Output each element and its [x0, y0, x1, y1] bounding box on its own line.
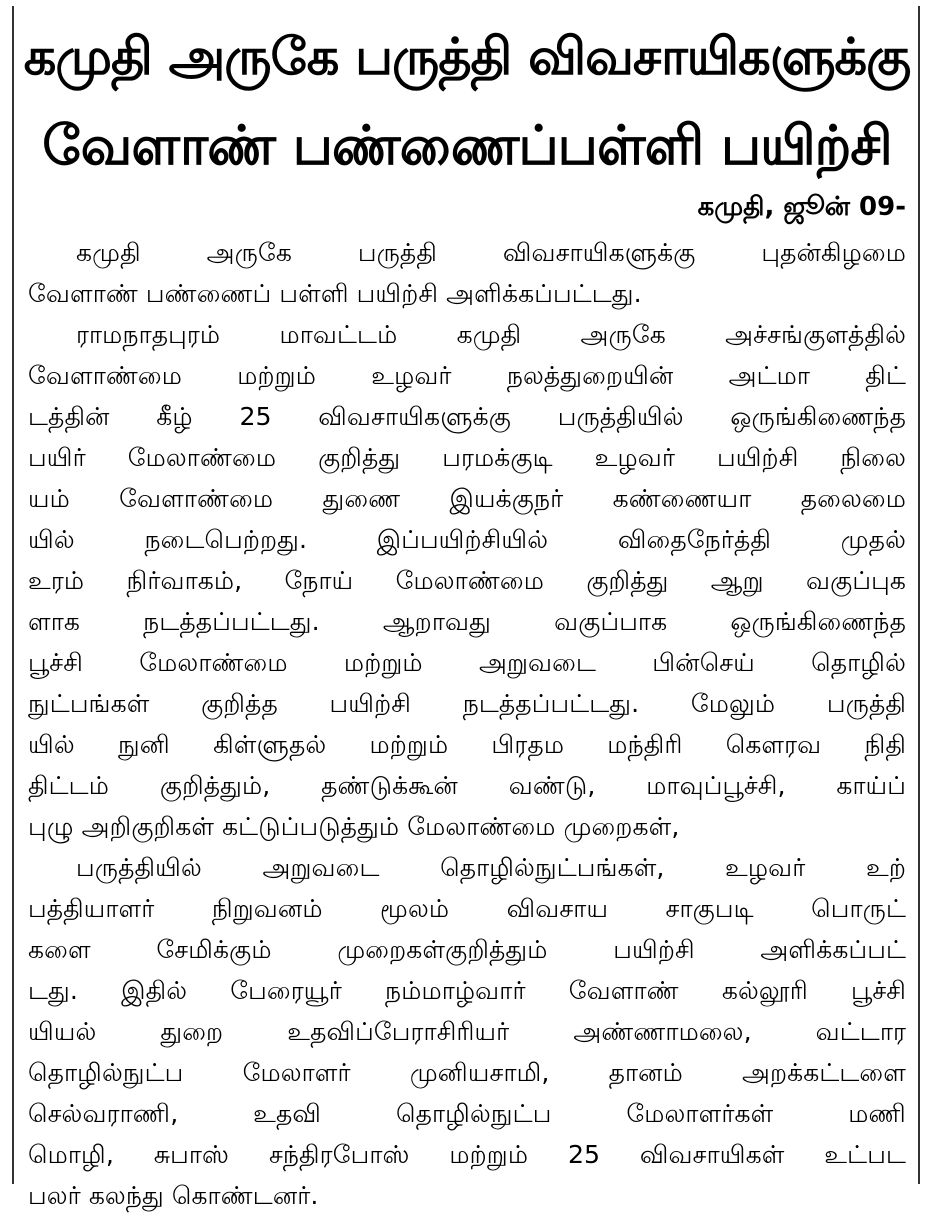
body-line: டது. இதில் பேரையூர் நம்மாழ்வார் வேளாண் கல்லூரி பூச்சி [28, 976, 906, 1005]
body-line: ராமநாதபுரம் மாவட்டம் கமுதி அருகே அச்சங்குளத்தில் [76, 320, 906, 349]
body-line: திட்டம் குறித்தும், தண்டுக்கூன் வண்டு, மாவுப்பூச்சி, காய்ப் [28, 771, 906, 800]
body-line: வேளாண்மை மற்றும் உழவர் நலத்துறையின் அட்மா திட் [28, 361, 906, 390]
body-line: வேளாண் பண்ணைப் பள்ளி பயிற்சி அளிக்கப்பட்டது. [28, 279, 642, 308]
headline-line: கமுதி அருகே பருத்தி விவசாயிகளுக்கு [23, 28, 911, 87]
body-line: யம் வேளாண்மை துணை இயக்குநர் கண்ணையா தலைமை [28, 484, 906, 513]
body-line: யில் நடைபெற்றது. இப்பயிற்சியில் விதைநேர்த்தி முதல் [28, 525, 906, 554]
body-line: பலர் கலந்து கொண்டனர். [28, 1181, 319, 1210]
headline [22, 14, 912, 190]
body-line: யில் நுனி கிள்ளுதல் மற்றும் பிரதம மந்திரி கௌரவ நிதி [28, 730, 906, 759]
body-line: பருத்தியில் அறுவடை தொழில்நுட்பங்கள், உழவர் உற் [76, 853, 906, 882]
article-body [28, 232, 906, 1216]
body-line: மொழி, சுபாஸ் சந்திரபோஸ் மற்றும் 25 விவசாயிகள் உட்பட [28, 1140, 906, 1169]
headline-line: வேளாண் பண்ணைப்பள்ளி பயிற்சி [42, 114, 892, 177]
body-line: பூச்சி மேலாண்மை மற்றும் அறுவடை பின்செய் தொழில் [28, 648, 906, 677]
body-line: புழு அறிகுறிகள் கட்டுப்படுத்தும் மேலாண்மை முறைகள், [28, 812, 680, 841]
body-line: நுட்பங்கள் குறித்த பயிற்சி நடத்தப்பட்டது. மேலும் பருத்தி [28, 689, 906, 718]
body-line: களை சேமிக்கும் முறைகள்குறித்தும் பயிற்சி அளிக்கப்பட் [28, 935, 906, 964]
body-line: உரம் நிர்வாகம், நோய் மேலாண்மை குறித்து ஆறு வகுப்புக [28, 566, 906, 595]
dateline: கமுதி, ஜூன் 09- [697, 192, 906, 222]
body-line: செல்வராணி, உதவி தொழில்நுட்ப மேலாளர்கள் மணி [28, 1099, 906, 1128]
body-line: ளாக நடத்தப்பட்டது. ஆறாவது வகுப்பாக ஒருங்கிணைந்த [28, 607, 906, 636]
body-line: யியல் துறை உதவிப்பேராசிரியர் அண்ணாமலை, வட்டார [28, 1017, 906, 1046]
body-line: பத்தியாளர் நிறுவனம் மூலம் விவசாய சாகுபடி பொருட் [28, 894, 906, 923]
body-line: தொழில்நுட்ப மேலாளர் முனியசாமி, தானம் அறக்கட்டளை [28, 1058, 906, 1087]
body-line: பயிர் மேலாண்மை குறித்து பரமக்குடி உழவர் பயிற்சி நிலை [28, 443, 906, 472]
body-line: கமுதி அருகே பருத்தி விவசாயிகளுக்கு புதன்கிழமை [76, 238, 906, 267]
body-line: டத்தின் கீழ் 25 விவசாயிகளுக்கு பருத்தியில் ஒருங்கிணைந்த [28, 402, 906, 431]
